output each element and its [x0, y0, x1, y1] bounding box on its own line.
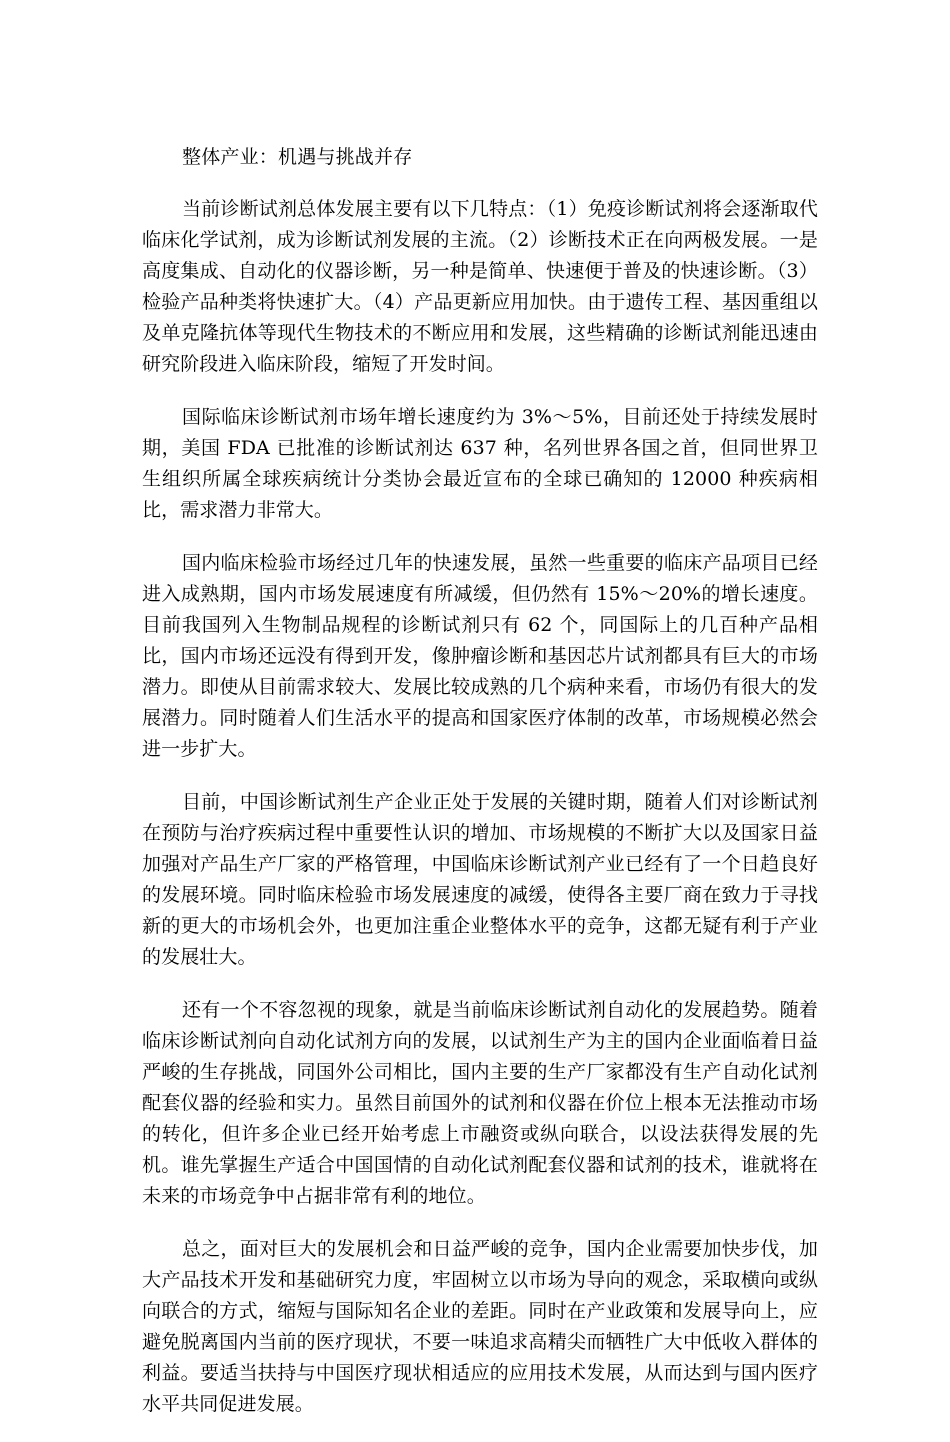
paragraph-trends: 当前诊断试剂总体发展主要有以下几特点：（1）免疫诊断试剂将会逐渐取代临床化学试剂，成为诊断试剂发展的主流。（2）诊断技术正在向两极发展。一是高度集成、自动化的仪器诊断，另一种是简单、快速便于普及的快速诊断。（3）检验产品种类将快速扩大。（4）产品更新应用加快。由于遗传工程、基因重组以及单克隆抗体等现代生物技术的不断应用和发展，这些精确的诊断试剂能迅速由研究阶段进入临床阶段，缩短了开发时间。 — [142, 198, 818, 375]
paragraph-international-market: 国际临床诊断试剂市场年增长速度约为 3%～5%，目前还处于持续发展时期，美国 FDA 已批准的诊断试剂达 637 种，名列世界各国之首，但同世界卫生组织所属全球疾病统计分类协会最近宣布的全球已确知的 12000 种疾病相比，需求潜力非常大。 — [142, 406, 818, 521]
paragraph-domestic-market: 国内临床检验市场经过几年的快速发展，虽然一些重要的临床产品项目已经进入成熟期，国内市场发展速度有所减缓，但仍然有 15%～20%的增长速度。目前我国列入生物制品规程的诊断试剂只有 62 个，同国际上的几百种产品相比，国内市场还远没有得到开发，像肿瘤诊断和基因芯片试剂都具有巨大的市场潜力。即使从目前需求较大、发展比较成熟的几个病种来看，市场仍有很大的发展潜力。同时随着人们生活水平的提高和国家医疗体制的改革，市场规模必然会进一步扩大。 — [142, 552, 818, 760]
paragraph-industry-stage: 目前，中国诊断试剂生产企业正处于发展的关键时期，随着人们对诊断试剂在预防与治疗疾病过程中重要性认识的增加、市场规模的不断扩大以及国家日益加强对产品生产厂家的严格管理，中国临床诊断试剂产业已经有了一个日趋良好的发展环境。同时临床检验市场发展速度的减缓，使得各主要厂商在致力于寻找新的更大的市场机会外，也更加注重企业整体水平的竞争，这都无疑有利于产业的发展壮大。 — [142, 791, 818, 968]
document-body — [142, 142, 818, 1442]
paragraph-automation-trend: 还有一个不容忽视的现象，就是当前临床诊断试剂自动化的发展趋势。随着临床诊断试剂向自动化试剂方向的发展，以试剂生产为主的国内企业面临着日益严峻的生存挑战，同国外公司相比，国内主要的生产厂家都没有生产自动化试剂配套仪器的经验和实力。虽然目前国外的试剂和仪器在价位上根本无法推动市场的转化，但许多企业已经开始考虑上市融资或纵向联合，以设法获得发展的先机。谁先掌握生产适合中国国情的自动化试剂配套仪器和试剂的技术，谁就将在未来的市场竞争中占据非常有利的地位。 — [142, 999, 818, 1207]
paragraph-conclusion: 总之，面对巨大的发展机会和日益严峻的竞争，国内企业需要加快步伐，加大产品技术开发和基础研究力度，牢固树立以市场为导向的观念，采取横向或纵向联合的方式，缩短与国际知名企业的差距。同时在产业政策和发展导向上，应避免脱离国内当前的医疗现状，不要一味追求高精尖而牺牲广大中低收入群体的利益。要适当扶持与中国医疗现状相适应的应用技术发展，从而达到与国内医疗水平共同促进发展。 — [142, 1238, 818, 1415]
section-heading: 整体产业：机遇与挑战并存 — [182, 146, 413, 168]
